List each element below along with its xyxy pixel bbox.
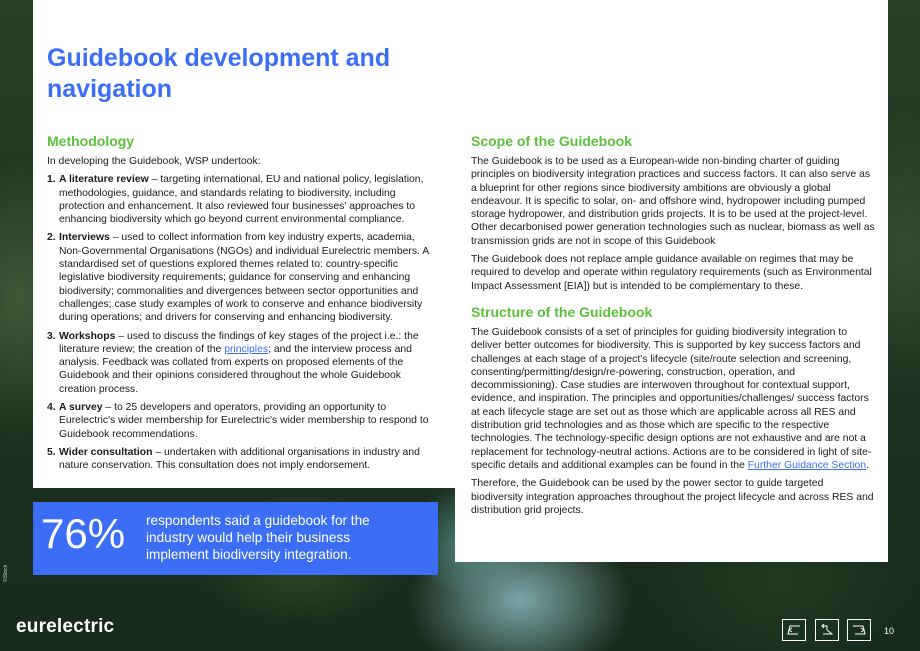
stat-callout [33,502,438,575]
structure-para-1: The Guidebook consists of a set of principles for guiding biodiversity integration to deliver better outcomes for biodiversity. This is supported by key success factors and challenges at each stage of a project's lifecycle (site/route selection and screening, consenting/permitting/design/re-powering, construction, operation, and decommissioning). Case studies are interwoven throughout for contextual support, evidence, and inspiration. The principles and opportunities/challenges/ success factors at each lifecycle stage are set out as those which are applicable across all RES and distribution grid technologies and as those which are specific to the respective technologies. The technology-specific design options are not exhaustive and are not a replacement for technology-neutral actions. Actions are to be considered in light of site-specific details and additional examples can be found in the Further Guidance Section. [471,326,872,471]
list-item: 5. Wider consultation – undertaken with additional organisations in industry and nature conservation. This consultation does not imply endorsement. [47,446,420,472]
list-item: 4. A survey – to 25 developers and operators, providing an opportunity to Eurelectric's wider membership for Eurelectric's wider membership to respond to Guidebook recommendations. [47,402,429,440]
list-item: 3. Workshops – used to discuss the findings of key stages of the project i.e.: the literature review; the creation of the principles; and the interview process and analysis. Feedback was collated from experts on proposed elements of the Guidebook and their opinions considered throughout the whole Guidebook creation process. [47,330,419,395]
back-button[interactable] [782,619,806,641]
methodology-section [47,132,437,478]
scope-para-2: The Guidebook does not replace ample guidance available on regimes that may be required to develop and operate within regulatory requirements (such as Environmental Impact Assessment [EIA]) but is intended to be complementary to these. [471,254,872,292]
methodology-list [47,173,437,472]
page-number: 10 [884,626,895,636]
return-icon [819,624,835,636]
return-button[interactable] [815,619,839,641]
scope-para-1: The Guidebook is to be used as a European-wide non-binding charter of guiding principles on biodiversity integration practices and success factors. It can also serve as a blueprint for other regions since biodiversity ambitions are obviously a global endeavour. It is specific to solar, on- and offshore wind, hydropower including pumped storage hydropower, and distribution grids projects. It is to be used at the project-level. Other decarbonised power generation technologies such as nuclear, biomass as well as transmission grids are not in scope of this Guidebook [471,156,875,247]
page-title: Guidebook development and navigation [47,44,391,103]
photo-credit: ©iStock [3,564,9,582]
forward-arrow-icon [851,624,867,636]
stat-value: 76% [41,510,126,557]
structure-heading: Structure of the Guidebook [471,303,653,320]
stat-text: respondents said a guidebook for the industry would help their business implement biodiversity integration. [146,513,370,562]
list-item: 2. Interviews – used to collect information from key industry experts, academia, Non-Governmental Organisations (NGOs) and individual Eurelectric members. A standardised set of questions explored themes related to: country-specific legislative biodiversity requirements; guidance for conserving and enhancing biodiversity; commonalities and divergences between sector opportunities and challenges; case study examples of work to conserve and enhance biodiversity during operations; and drivers for conserving and enhancing biodiversity. [47,232,429,324]
further-guidance-link[interactable]: Further Guidance Section [747,459,867,471]
list-item: 1. A literature review – targeting international, EU and national policy, legislation, methodologies, guidance, and standards relating to biodiversity, including protection and enhancement. It also reviewed four businesses' approaches to enhancing biodiversity which go beyond current environmental compliance. [47,174,424,226]
principles-link[interactable]: principles [224,343,269,355]
eurelectric-logo[interactable]: eurelectric [16,616,115,637]
structure-para-2: Therefore, the Guidebook can be used by the power sector to guide targeted biodiversity integration approaches throughout the project lifecycle and across RES and distribution grid projects. [471,478,874,516]
right-column [471,132,876,522]
forward-button[interactable] [847,619,871,641]
back-arrow-icon [786,624,802,636]
methodology-heading: Methodology [47,133,135,149]
scope-heading: Scope of the Guidebook [471,133,633,149]
methodology-intro: In developing the Guidebook, WSP undertook: [47,156,261,167]
